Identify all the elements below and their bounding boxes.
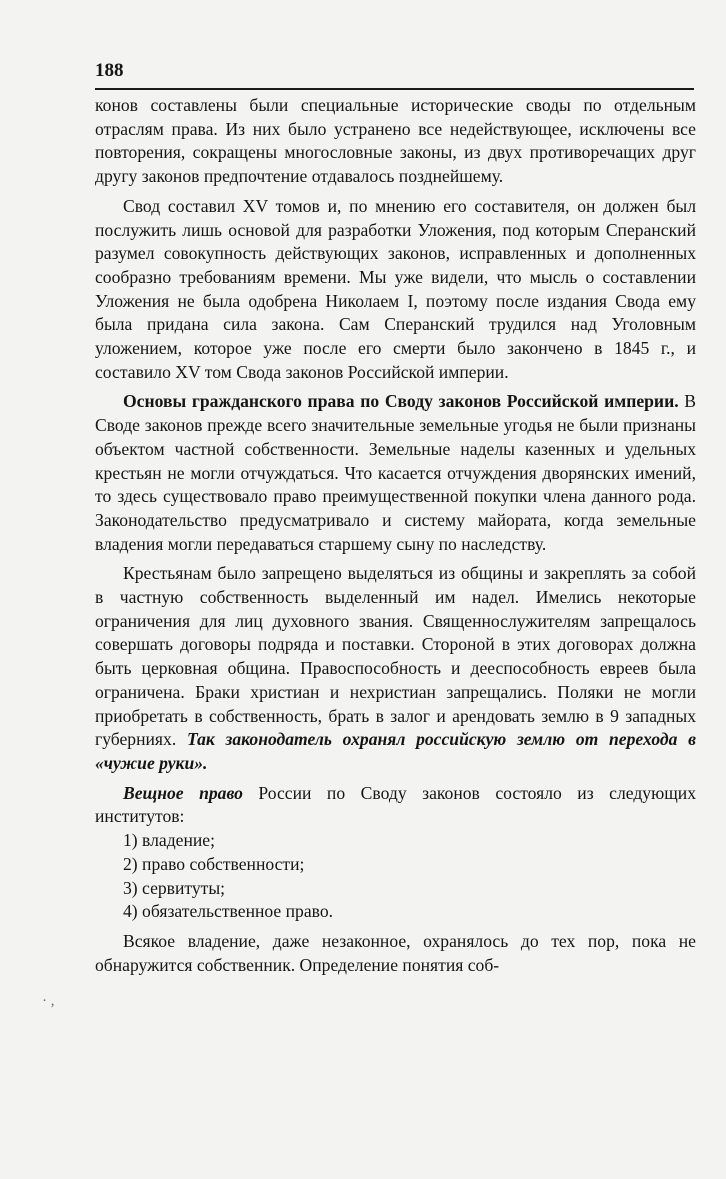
list-item: 1) владение; bbox=[123, 830, 216, 851]
paragraph-6: Всякое владение, даже незаконное, охранялось до тех пор, пока не обнаружится собственник. Определение понятия соб- bbox=[95, 930, 696, 975]
paragraph-2: Свод составил XV томов и, по мнению его составителя, он должен был послужить лишь основой для разработки Уложения, под которым Сперанский разумел совокупность действующих законов, исправленных и дополненных сообразно требованиям времени. Мы уже видели, что мысль о составлении Уложения не была одобрена Николаем I, поэтому после издания Свода ему была придана сила закона. Сам Сперанский трудился над Уголовным уложением, которое уже после его смерти было закончено в 1845 г., и составило XV том Свода законов Российской империи. bbox=[95, 195, 696, 382]
paragraph-5-text: России по Своду законов состояло из следующих институтов: bbox=[95, 782, 696, 827]
paragraph-4-emphasis: Так законодатель охранял российскую землю от перехода в «чужие руки». bbox=[95, 729, 697, 773]
list-item: 3) сервитуты; bbox=[123, 877, 226, 898]
section-heading: Основы гражданского права по Своду законов Российской империи. bbox=[123, 391, 679, 412]
paragraph-3-text: В Своде законов прежде всего значительные земельные угодья не были признаны объектом частной собственности. Земельные наделы казенных и удельных крестьян не могли отчуждаться. Что касается отчуждения дворянских имений, то здесь существовало право преимущественной покупки члена данного рода. Законодательство предусматривало и систему майората, когда земельные владения могли передаваться старшему сыну по наследству. bbox=[95, 391, 697, 554]
paragraph-1: конов составлены были специальные исторические своды по отдельным отраслям права. Из них было устранено все недействующее, исключены все повторения, сокращены многословные законы, из двух противоречащих друг другу законов предпочтение отдавалось позднейшему. bbox=[95, 95, 696, 187]
margin-mark: · , bbox=[42, 993, 55, 1009]
paragraph-4 bbox=[95, 562, 696, 775]
paragraph-3 bbox=[95, 390, 696, 556]
paragraph-4-text: Крестьянам было запрещено выделяться из общины и закреплять за собой в частную собственность выделенный им надел. Имелись некоторые ограничения для лиц духовного звания. Священнослужителям запрещалось совершать договоры подряда и поставки. Стороной в этих договорах должна быть церковная община. Правоспособность и дееспособность евреев была ограничена. Браки христиан и нехристиан запрещались. Поляки не могли приобретать в собственность, брать в залог и арендовать землю в 9 западных губерниях. bbox=[95, 563, 696, 750]
list-item: 4) обязательственное право. bbox=[123, 901, 334, 922]
body-text bbox=[95, 94, 696, 977]
list-item: 2) право собственности; bbox=[123, 853, 305, 874]
paragraph-5 bbox=[95, 782, 696, 829]
page-number: 188 bbox=[95, 60, 124, 81]
term-property-law: Вещное право bbox=[123, 782, 243, 803]
page-header bbox=[95, 58, 694, 90]
